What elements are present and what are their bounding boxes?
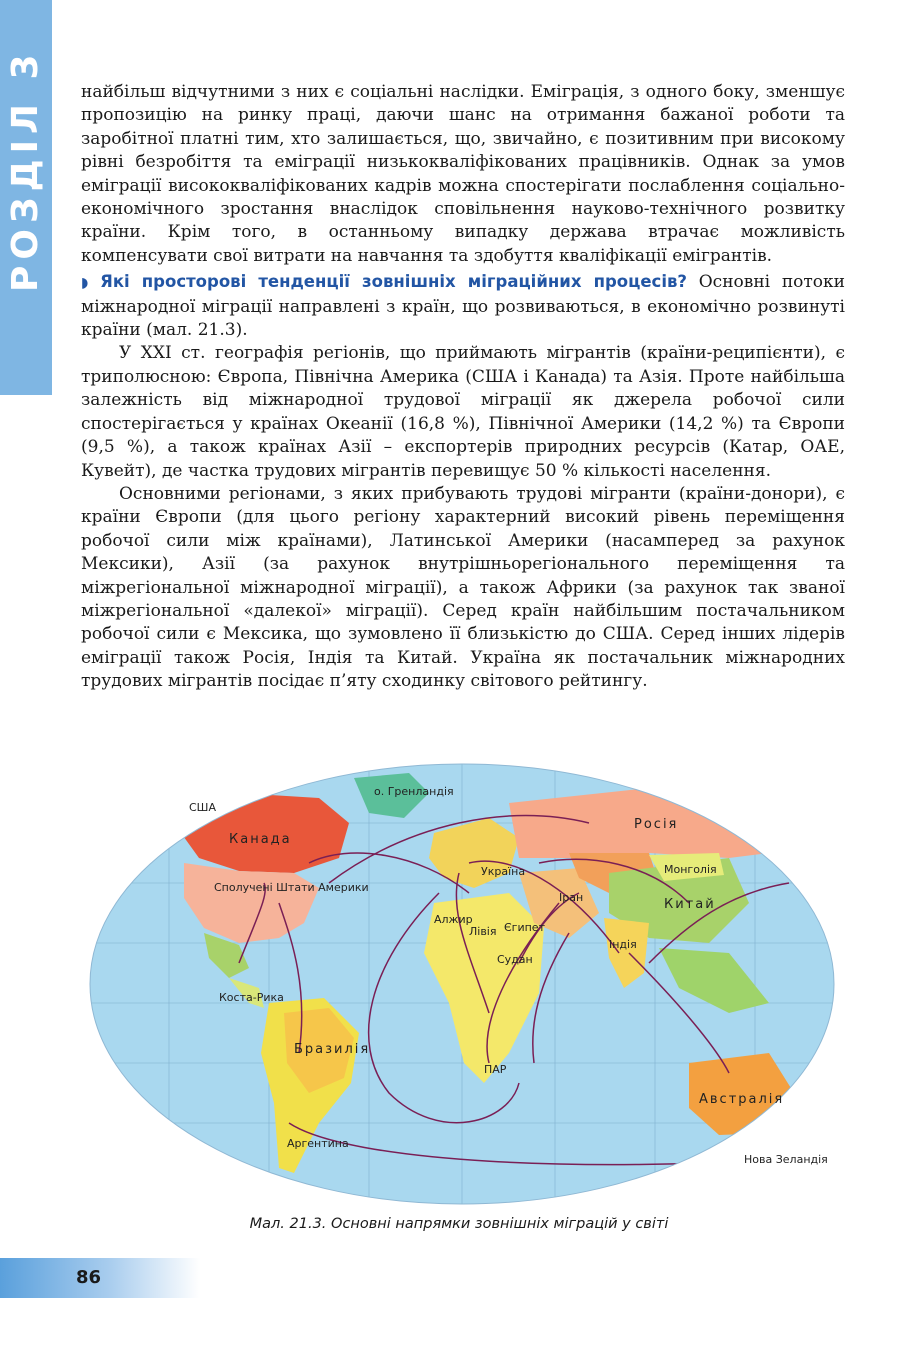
map-label-canada: Канада (229, 832, 292, 847)
main-text (81, 81, 845, 694)
map-label-usa: Сполучені Штати Америки (214, 881, 369, 894)
question-paragraph (81, 270, 845, 342)
paragraph: У XXI ст. географія регіонів, що приймають мігрантів (країни-реципієнти), є триполюсною: Європа, Північна Америка (США і Канада) та Азія. Проте найбільша залежність від міжнародної трудової міграції як джерела робочої сили спостерігається у країнах Океанії (16,8 %), Північної Америки (14,2 %) та Європи (9,5 %), а також країнах Азії – експортерів природних ресурсів (Катар, ОАЕ, Кувейт), де частка трудових мігрантів перевищує 50 % кількості населення. (81, 343, 845, 481)
map-label-usa-small: США (189, 801, 216, 814)
map-label-sudan: Судан (497, 953, 533, 966)
paragraph: найбільш відчутними з них є соціальні наслідки. Еміграція, з одного боку, зменшує пропозицію на ринку праці, даючи шанс на отримання бажаної роботи та заробітної платні тим, хто залишається, що, звичайно, є позитивним при високому рівні безробіття та еміграції низькокваліфікованих працівників. Однак за умов еміграції висококваліфікованих кадрів можна спостерігати послаблення соціально-економічного зростання внаслідок сповільнення науково-технічного розвитку країни. Крім того, в останньому випадку держава втрачає можливість компенсувати свої витрати на навчання та здобуття кваліфікації емігрантів. (81, 82, 845, 266)
map-label-mongolia: Монголія (664, 863, 717, 876)
section-tab (0, 0, 52, 395)
map-label-egypt: Єгипет (504, 921, 545, 934)
paragraph: Основними регіонами, з яких прибувають трудові мігранти (країни-донори), є країни Європи (для цього регіону характерний високий рівень переміщення робочої сили між країнами), Латинської Америки (насамперед за рахунок Мексики), Азії (за рахунок внутрішньорегіонального переміщення та міжрегіональної міжнародної міграції), а також Африки (за рахунок так званої міжрегіональної «далекої» міграції). Серед країн найбільшим постачальником робочої сили є Мексика, що зумовлено її близькістю до США. Серед інших лідерів еміграції також Росія, Індія та Китай. Україна як постачальник міжнародних трудових мігрантів посідає п’яту сходинку світового рейтингу. (81, 483, 845, 692)
section-tab-label: РОЗДІЛ 3 (5, 48, 46, 292)
map-label-brazil: Бразилія (294, 1042, 371, 1057)
figure-caption: Мал. 21.3. Основні напрямки зовнішніх міграцій у світі (249, 1216, 669, 1232)
map-label-ukraine: Україна (481, 865, 526, 878)
question-heading: Які просторові тенденції зовнішніх міграційних процесів? (100, 272, 687, 292)
map-label-argentina: Аргентина (287, 1137, 349, 1150)
question-answer: Основні потоки міжнародної міграції направлені з країн, що розвиваються, в економічно розвинуті країни (мал. 21.3). (81, 272, 845, 341)
map-label-costa-rica: Коста-Рика (219, 991, 284, 1004)
map-label-australia: Австралія (699, 1092, 785, 1107)
map-label-russia: Росія (634, 817, 679, 832)
map-label-china: Китай (664, 897, 716, 912)
map-label-iran: Іран (559, 891, 584, 904)
map-label-libya: Лівія (469, 925, 497, 938)
map-label-new-zealand: Нова Зеландія (744, 1153, 828, 1166)
page-number: 86 (76, 1267, 102, 1288)
bullet-icon: ◗ (81, 275, 89, 292)
map-label-india: Індія (609, 938, 637, 951)
map-label-greenland: о. Гренландія (374, 785, 454, 798)
migration-map (89, 763, 835, 1205)
map-label-algeria: Алжир (434, 913, 473, 926)
map-label-south-africa: ПАР (484, 1063, 507, 1076)
